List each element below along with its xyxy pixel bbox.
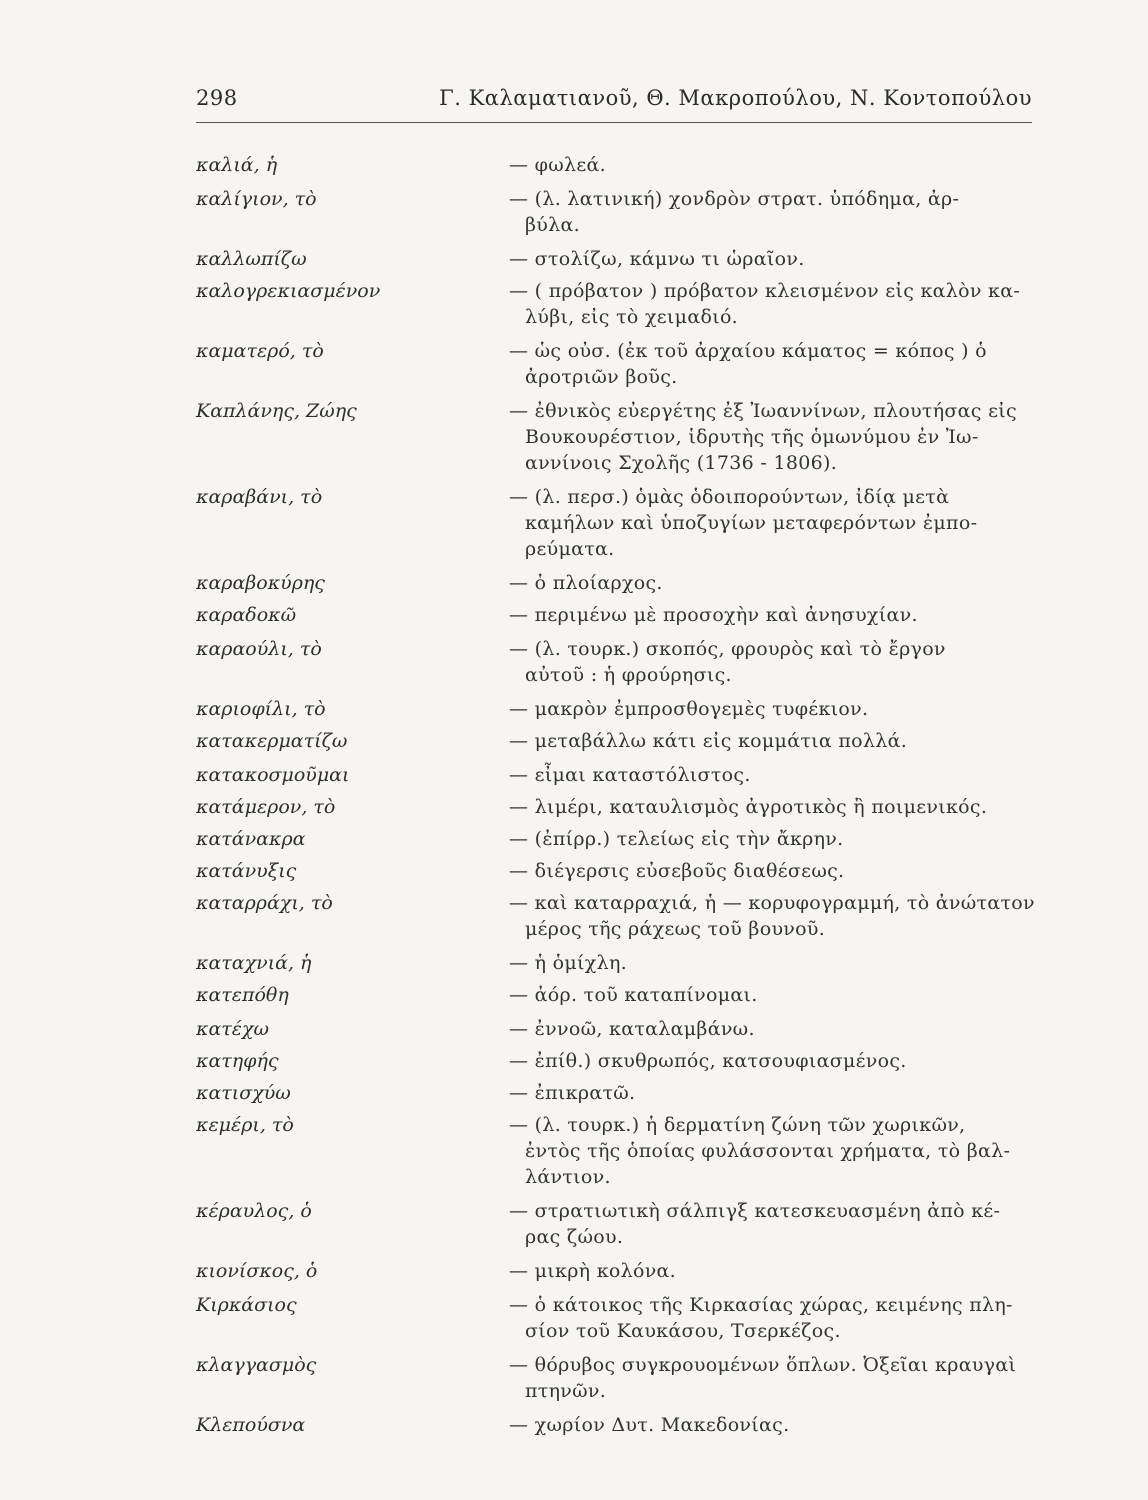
definition-line: — ἐννοῶ, καταλαμβάνω. (509, 1018, 755, 1040)
entry-definition (509, 338, 1044, 390)
entry-definition (509, 1112, 1044, 1190)
running-head: Γ. Καλαματιανοῦ, Θ. Μακροπούλου, Ν. Κοντοπούλου (439, 86, 1032, 110)
definition-line: — στολίζω, κάμνω τι ὡραῖον. (509, 248, 805, 270)
entry-definition (509, 570, 1044, 596)
definition-line: — (λ. περσ.) ὁμὰς ὁδοιπορούντων, ἰδίᾳ μετὰ (509, 486, 950, 508)
glossary-entry (196, 398, 1046, 476)
entry-definition (509, 982, 1044, 1008)
entry-term: καταρράχι, τὸ (196, 892, 333, 914)
definition-line: αὐτοῦ : ἡ φρούρησις. (525, 664, 732, 686)
definition-line: καμήλων καὶ ὑποζυγίων μεταφερόντων ἐμπο- (525, 512, 978, 534)
entry-term: καλίγιον, τὸ (196, 188, 317, 210)
definition-line: ρεύματα. (525, 538, 615, 560)
definition-line: — φωλεά. (509, 154, 606, 176)
glossary-entry (196, 1258, 1046, 1284)
entry-definition (509, 636, 1044, 688)
glossary-entry (196, 1112, 1046, 1190)
entry-definition (509, 152, 1044, 178)
entry-term: κατάνυξις (196, 860, 297, 882)
entry-term: καλλωπίζω (196, 248, 307, 270)
entry-term: καλιά, ἡ (196, 154, 278, 176)
page-header (196, 86, 1032, 116)
glossary-entry (196, 696, 1046, 722)
entry-term: κέραυλος, ὁ (196, 1200, 312, 1222)
entry-term: καταχνιά, ἡ (196, 952, 312, 974)
glossary-entry (196, 484, 1046, 562)
glossary-entry (196, 826, 1046, 852)
entry-term: κατέχω (196, 1018, 270, 1040)
glossary-entry (196, 794, 1046, 820)
entry-definition (509, 1258, 1044, 1284)
glossary-entry (196, 602, 1046, 628)
entry-definition (509, 246, 1044, 272)
glossary-entry (196, 1016, 1046, 1042)
glossary-entry (196, 762, 1046, 788)
definition-line: — χωρίον Δυτ. Μακεδονίας. (509, 1414, 790, 1436)
glossary-entry (196, 1080, 1046, 1106)
definition-line: ἀροτριῶν βοῦς. (525, 366, 678, 388)
glossary-entry (196, 982, 1046, 1008)
definition-line: αννίνοις Σχολῆς (1736 - 1806). (525, 452, 838, 474)
entry-term: Καπλάνης, Ζώης (196, 400, 357, 422)
entry-term: καραβοκύρης (196, 572, 325, 594)
entry-definition (509, 398, 1044, 476)
definition-line: σίον τοῦ Καυκάσου, Τσερκέζος. (525, 1320, 841, 1342)
definition-line: — καὶ καταρραχιά, ἡ — κορυφογραμμή, τὸ ἀνώτατον (509, 892, 1035, 914)
glossary-entry (196, 636, 1046, 688)
definition-line: — διέγερσις εὐσεβοῦς διαθέσεως. (509, 860, 845, 882)
definition-line: — μακρὸν ἐμπροσθογεμὲς τυφέκιον. (509, 698, 869, 720)
definition-line: — ἐπικρατῶ. (509, 1082, 636, 1104)
entry-definition (509, 484, 1044, 562)
entry-term: καραβάνι, τὸ (196, 486, 323, 508)
entry-term: καριοφίλι, τὸ (196, 698, 326, 720)
glossary-entry (196, 1412, 1046, 1438)
definition-line: — ὡς οὐσ. (ἐκ τοῦ ἀρχαίου κάματος = κόπος ) ὁ (509, 340, 987, 362)
glossary-entry (196, 890, 1046, 942)
entry-term: καλογρεκιασμένον (196, 280, 381, 302)
definition-line: — ἐθνικὸς εὐεργέτης ἐξ Ἰωαννίνων, πλουτήσας εἰς (509, 400, 1017, 422)
entry-term: Κλεπούσνα (196, 1414, 306, 1436)
glossary-entry (196, 338, 1046, 390)
entry-term: καματερό, τὸ (196, 340, 324, 362)
definition-line: λύβι, εἰς τὸ χειμαδιό. (525, 306, 739, 328)
definition-line: ρας ζώου. (525, 1226, 624, 1248)
definition-line: — ὁ κάτοικος τῆς Κιρκασίας χώρας, κειμένης πλη- (509, 1294, 1013, 1316)
definition-line: — ἀόρ. τοῦ καταπίνομαι. (509, 984, 758, 1006)
entry-term: κατισχύω (196, 1082, 291, 1104)
glossary-entry (196, 1352, 1046, 1404)
entry-definition (509, 762, 1044, 788)
definition-line: — ( πρόβατον ) πρόβατον κλεισμένον εἰς καλὸν κα- (509, 280, 1021, 302)
entry-term: κατακοσμοῦμαι (196, 764, 350, 786)
definition-line: — εἶμαι καταστόλιστος. (509, 764, 751, 786)
entry-definition (509, 1080, 1044, 1106)
glossary-entry (196, 1292, 1046, 1344)
definition-line: — (λ. τουρκ.) σκοπός, φρουρὸς καὶ τὸ ἔργον (509, 638, 946, 660)
entry-term: καραδοκῶ (196, 604, 297, 626)
glossary-entry (196, 950, 1046, 976)
glossary-entry (196, 1198, 1046, 1250)
definition-line: — θόρυβος συγκρουομένων ὅπλων. Ὀξεῖαι κραυγαὶ (509, 1354, 1017, 1376)
entry-definition (509, 890, 1044, 942)
entry-term: κλαγγασμὸς (196, 1354, 317, 1376)
entry-term: κατακερματίζω (196, 730, 348, 752)
glossary-entry (196, 728, 1046, 754)
definition-line: — ὁ πλοίαρχος. (509, 572, 663, 594)
entry-term: κιονίσκος, ὁ (196, 1260, 318, 1282)
definition-line: Βουκουρέστιον, ἱδρυτὴς τῆς ὁμωνύμου ἐν Ἰω- (525, 426, 979, 448)
glossary-entry (196, 152, 1046, 178)
definition-line: μέρος τῆς ράχεως τοῦ βουνοῦ. (525, 918, 826, 940)
definition-line: — λιμέρι, καταυλισμὸς ἀγροτικὸς ἢ ποιμενικός. (509, 796, 988, 818)
entry-definition (509, 826, 1044, 852)
page-number: 298 (196, 86, 238, 110)
entry-definition (509, 728, 1044, 754)
glossary-entry (196, 278, 1046, 330)
entry-definition (509, 1198, 1044, 1250)
entry-term: καραούλι, τὸ (196, 638, 322, 660)
entry-definition (509, 278, 1044, 330)
definition-line: ἐντὸς τῆς ὁποίας φυλάσσονται χρήματα, τὸ βαλ- (525, 1140, 1011, 1162)
entry-definition (509, 696, 1044, 722)
entry-term: κατεπόθη (196, 984, 289, 1006)
entry-term: κατάμερον, τὸ (196, 796, 336, 818)
glossary-entry (196, 1048, 1046, 1074)
definition-line: — (ἐπίρρ.) τελείως εἰς τὴν ἄκρην. (509, 828, 844, 850)
entry-definition (509, 1048, 1044, 1074)
definition-line: — μεταβάλλω κάτι εἰς κομμάτια πολλά. (509, 730, 908, 752)
definition-line: — στρατιωτικὴ σάλπιγξ κατεσκευασμένη ἀπὸ κέ- (509, 1200, 1001, 1222)
glossary-entry (196, 246, 1046, 272)
entry-definition (509, 1016, 1044, 1042)
definition-line: — περιμένω μὲ προσοχὴν καὶ ἀνησυχίαν. (509, 604, 918, 626)
glossary (196, 152, 1046, 1438)
definition-line: βύλα. (525, 214, 580, 236)
entry-definition (509, 858, 1044, 884)
definition-line: — (λ. τουρκ.) ἡ δερματίνη ζώνη τῶν χωρικῶν, (509, 1114, 966, 1136)
entry-definition (509, 950, 1044, 976)
entry-term: Κιρκάσιος (196, 1294, 297, 1316)
definition-line: — ἡ ὁμίχλη. (509, 952, 627, 974)
entry-term: κατηφής (196, 1050, 279, 1072)
entry-term: κεμέρι, τὸ (196, 1114, 294, 1136)
entry-definition (509, 794, 1044, 820)
glossary-entry (196, 858, 1046, 884)
glossary-entry (196, 570, 1046, 596)
glossary-entry (196, 186, 1046, 238)
definition-line: πτηνῶν. (525, 1380, 607, 1402)
entry-definition (509, 1292, 1044, 1344)
definition-line: — μικρὴ κολόνα. (509, 1260, 677, 1282)
definition-line: λάντιον. (525, 1166, 611, 1188)
header-rule (196, 122, 1032, 123)
entry-definition (509, 186, 1044, 238)
entry-definition (509, 1412, 1044, 1438)
entry-definition (509, 1352, 1044, 1404)
definition-line: — (λ. λατινική) χονδρὸν στρατ. ὑπόδημα, ἀρ- (509, 188, 960, 210)
definition-line: — ἐπίθ.) σκυθρωπός, κατσουφιασμένος. (509, 1050, 907, 1072)
entry-term: κατάνακρα (196, 828, 306, 850)
entry-definition (509, 602, 1044, 628)
